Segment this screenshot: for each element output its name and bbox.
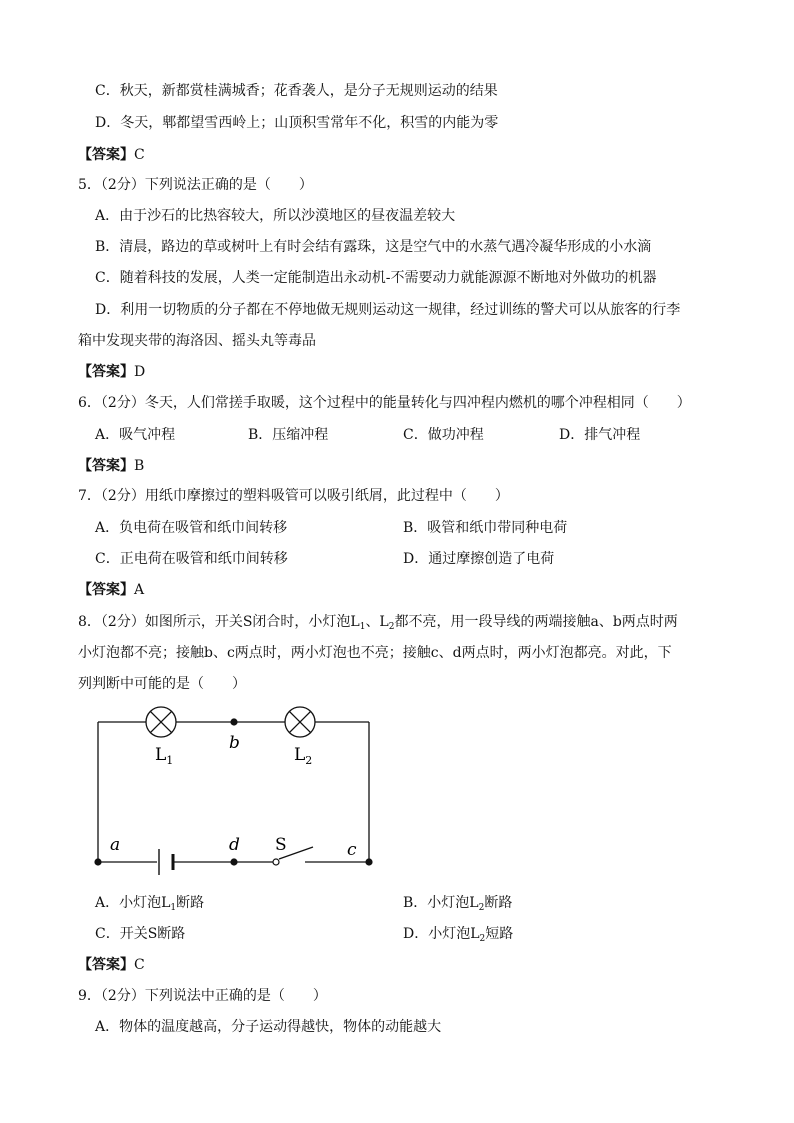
q6-answer bbox=[78, 456, 144, 476]
bulb-l1-icon bbox=[146, 707, 176, 737]
node-d bbox=[230, 858, 237, 865]
node-b bbox=[230, 718, 237, 725]
question-6-stem: 6．（2分）冬天，人们常搓手取暖，这个过程中的能量转化与四冲程内燃机的哪个冲程相同（ ） bbox=[78, 395, 691, 411]
question-8-stem-line1: 8．（2分）如图所示，开关S闭合时，小灯泡$L_1$、$L_2$都不亮，用一段导线的两端接触a、b两点时两 bbox=[78, 614, 678, 632]
q5-option-d-line2: 箱中发现夹带的海洛因、摇头丸等毒品 bbox=[78, 333, 316, 349]
label-s: S bbox=[275, 835, 287, 855]
answer-label: 【答案】 bbox=[78, 458, 134, 474]
question-8-stem-line3: 列判断中可能的是（ ） bbox=[78, 676, 246, 692]
q7-option-a: A．负电荷在吸管和纸巾间转移 bbox=[95, 520, 288, 536]
option-c: C．秋天，新都赏桂满城香；花香袭人，是分子无规则运动的结果 bbox=[95, 83, 498, 99]
node-a bbox=[94, 858, 101, 865]
question-8-stem-line2: 小灯泡都不亮；接触b、c两点时，两小灯泡也不亮；接触c、d两点时，两小灯泡都亮。对此，下 bbox=[78, 645, 672, 661]
switch-pivot-icon bbox=[273, 859, 279, 865]
q6-option-b: B．压缩冲程 bbox=[248, 427, 329, 443]
q5-option-a: A．由于沙石的比热容较大，所以沙漠地区的昼夜温差较大 bbox=[95, 208, 456, 224]
q8-answer bbox=[78, 955, 145, 975]
q8-option-a: A．小灯泡$L_1$断路 bbox=[95, 895, 205, 913]
label-d: d bbox=[229, 835, 240, 855]
q6-option-a: A．吸气冲程 bbox=[95, 427, 176, 443]
q7-option-b: B．吸管和纸巾带同种电荷 bbox=[403, 520, 568, 536]
q6-option-c: C．做功冲程 bbox=[403, 427, 484, 443]
answer-value: A bbox=[134, 582, 145, 598]
answer-label: 【答案】 bbox=[78, 582, 134, 598]
question-7-stem: 7．（2分）用纸巾摩擦过的塑料吸管可以吸引纸屑，此过程中（ ） bbox=[78, 488, 509, 504]
option-d: D．冬天，郫都望雪西岭上；山顶积雪常年不化，积雪的内能为零 bbox=[95, 115, 499, 131]
q5-option-d-line1: D．利用一切物质的分子都在不停地做无规则运动这一规律，经过训练的警犬可以从旅客的行李 bbox=[95, 302, 681, 318]
label-b: b bbox=[229, 733, 240, 753]
bulb-l2-icon bbox=[285, 707, 315, 737]
q5-option-c: C．随着科技的发展，人类一定能制造出永动机-不需要动力就能源源不断地对外做功的机器 bbox=[95, 270, 657, 286]
answer-value: C bbox=[134, 147, 145, 163]
answer-label: 【答案】 bbox=[78, 147, 134, 163]
label-l2: $L_2$ bbox=[294, 745, 313, 767]
circuit-diagram bbox=[85, 700, 385, 880]
node-c bbox=[365, 858, 372, 865]
question-5-stem: 5．（2分）下列说法正确的是（ ） bbox=[78, 177, 313, 193]
label-l1: $L_1$ bbox=[155, 745, 174, 767]
answer-value: B bbox=[134, 458, 145, 474]
label-a: a bbox=[110, 835, 121, 855]
q7-option-c: C．正电荷在吸管和纸巾间转移 bbox=[95, 551, 288, 567]
question-9-stem: 9．（2分）下列说法中正确的是（ ） bbox=[78, 988, 327, 1004]
answer-label: 【答案】 bbox=[78, 364, 134, 380]
q7-answer bbox=[78, 580, 144, 600]
label-c: c bbox=[347, 840, 357, 860]
answer bbox=[78, 145, 145, 165]
q7-option-d: D．通过摩擦创造了电荷 bbox=[403, 551, 555, 567]
answer-value: D bbox=[134, 364, 146, 380]
q5-option-b: B．清晨，路边的草或树叶上有时会结有露珠，这是空气中的水蒸气遇冷凝华形成的小水滴 bbox=[95, 239, 652, 255]
q6-option-d: D．排气冲程 bbox=[559, 427, 641, 443]
answer-value: C bbox=[134, 957, 145, 973]
q8-option-b: B．小灯泡$L_2$断路 bbox=[403, 895, 513, 913]
battery-icon bbox=[159, 849, 173, 875]
q8-option-c: C．开关S断路 bbox=[95, 926, 186, 942]
q9-option-a: A．物体的温度越高，分子运动得越快，物体的动能越大 bbox=[95, 1019, 442, 1035]
q5-answer bbox=[78, 362, 145, 382]
q8-option-d: D．小灯泡$L_2$短路 bbox=[403, 926, 514, 944]
answer-label: 【答案】 bbox=[78, 957, 134, 973]
